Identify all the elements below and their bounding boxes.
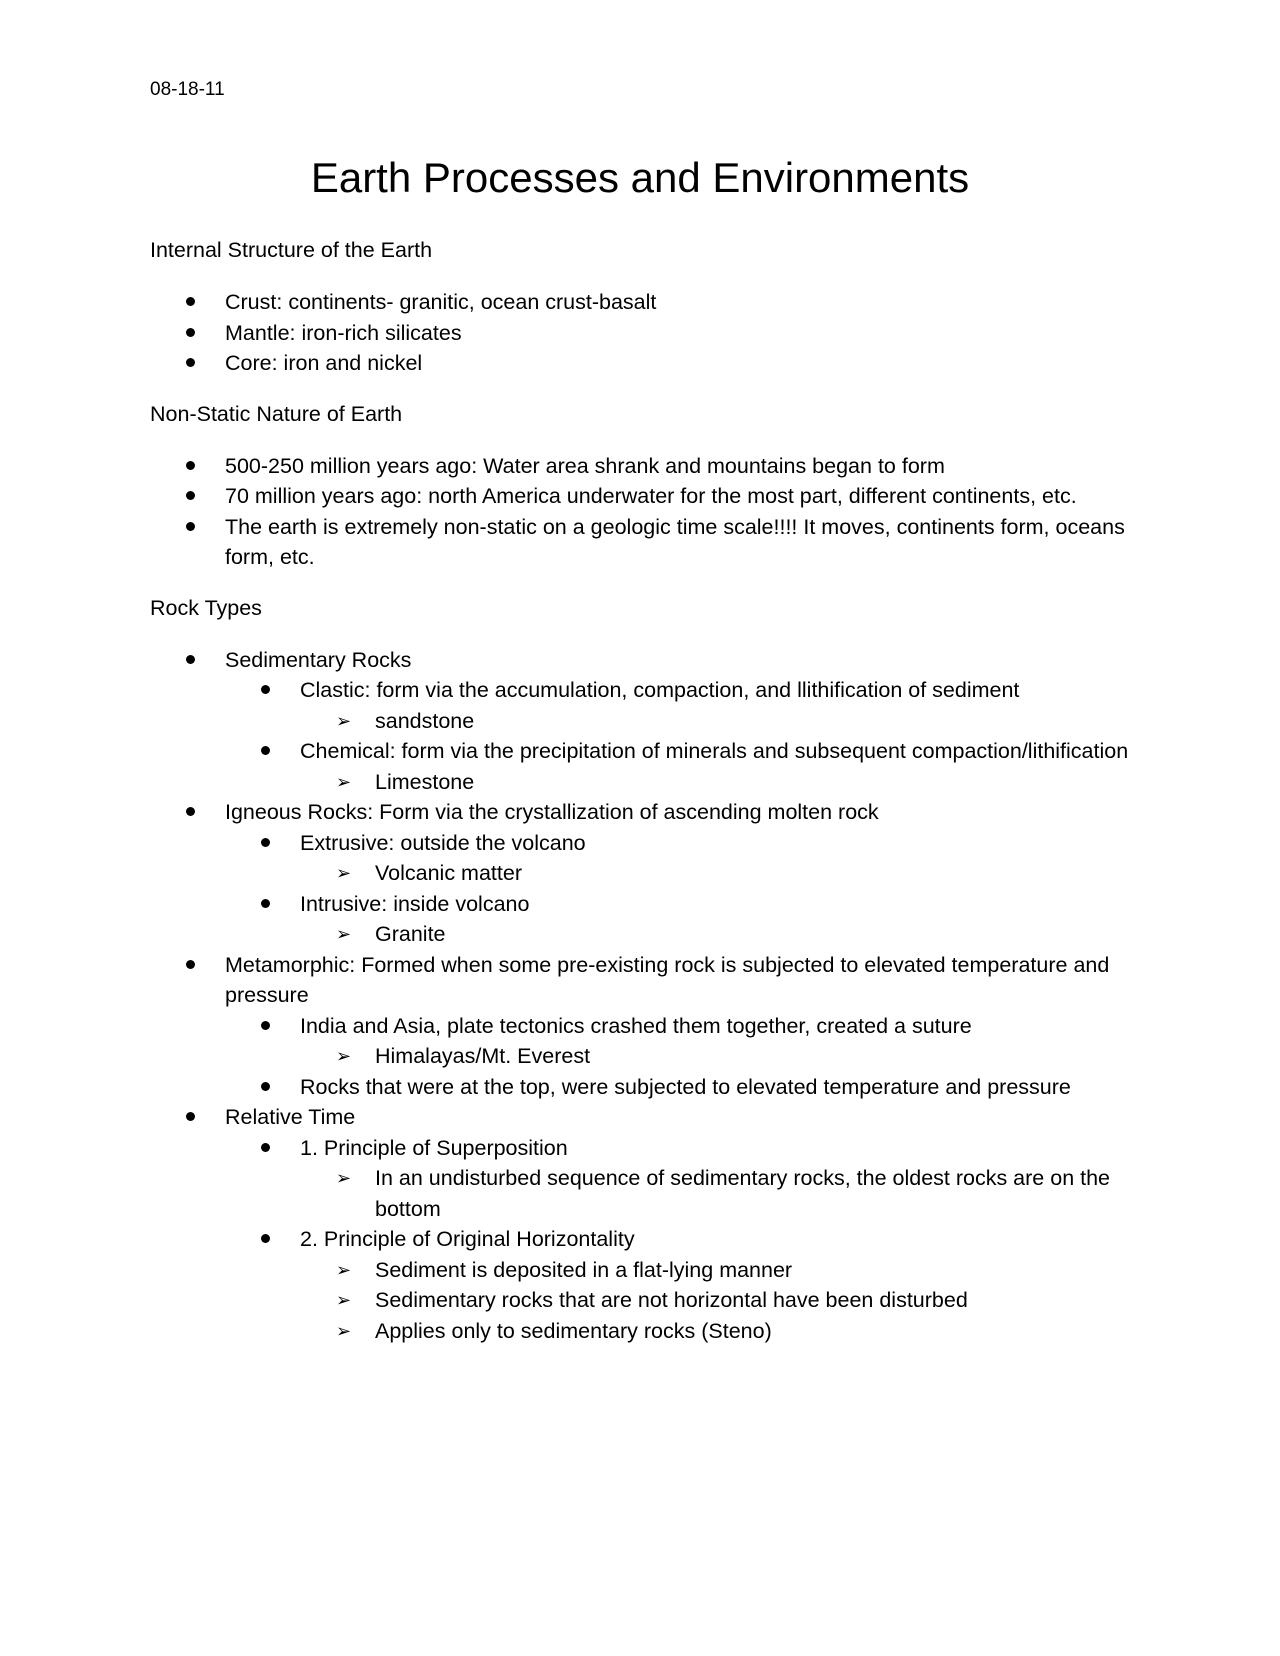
arrow-bullet-icon: ➢ <box>336 1320 352 1341</box>
list-item <box>300 858 1130 889</box>
bullet-icon <box>261 1021 270 1030</box>
list-item <box>150 512 1130 573</box>
bullet-icon <box>186 328 195 337</box>
document-body <box>150 235 1130 1366</box>
list-item-text: Chemical: form via the precipitation of minerals and subsequent compaction/lithification <box>300 739 1129 763</box>
list-item <box>150 287 1130 318</box>
document-title: Earth Processes and Environments <box>310 154 970 201</box>
list-item <box>225 889 1130 950</box>
arrow-bullet-icon: ➢ <box>336 771 352 792</box>
list-item <box>300 767 1130 798</box>
list-item <box>225 1133 1130 1225</box>
list-item <box>300 1285 1130 1316</box>
section-heading-rock-types: Rock Types <box>150 595 262 620</box>
list-item-text: sandstone <box>375 708 475 733</box>
list-item-text: India and Asia, plate tectonics crashed them together, created a suture <box>300 1013 972 1038</box>
list-item <box>225 736 1130 797</box>
bullet-icon <box>186 491 195 500</box>
list-item <box>150 348 1130 379</box>
list-item-text: Extrusive: outside the volcano <box>300 830 586 855</box>
list-item-text: In an undisturbed sequence of sedimentary rocks, the oldest rocks are on the bottom <box>375 1166 1111 1221</box>
chemical-sublist <box>300 767 1130 798</box>
list-item-metamorphic <box>150 950 1130 1103</box>
section-heading-non-static: Non-Static Nature of Earth <box>150 401 403 426</box>
list-item-sedimentary <box>150 645 1130 798</box>
list-item-text: Crust: continents- granitic, ocean crust-basalt <box>225 290 657 314</box>
igneous-sublist <box>225 828 1130 950</box>
list-item <box>150 318 1130 349</box>
list-item-text: 2. Principle of Original Horizontality <box>300 1227 635 1251</box>
bullet-icon <box>186 522 195 531</box>
list-item-text: Rocks that were at the top, were subjected to elevated temperature and pressure <box>300 1074 1071 1099</box>
list-item-text: 70 million years ago: north America underwater for the most part, different continents, etc. <box>225 484 1077 508</box>
bullet-icon <box>186 297 195 306</box>
list-item-text: Volcanic matter <box>375 861 522 885</box>
list-item <box>225 1011 1130 1072</box>
list-item <box>300 919 1130 950</box>
horizontality-sublist <box>300 1255 1130 1347</box>
india-sublist <box>300 1041 1130 1072</box>
arrow-bullet-icon: ➢ <box>336 1168 352 1188</box>
list-item-text: Sediment is deposited in a flat-lying manner <box>375 1257 793 1282</box>
list-item <box>300 1255 1130 1286</box>
bullet-icon <box>186 461 195 470</box>
sedimentary-sublist <box>225 675 1130 797</box>
bullet-icon <box>261 1143 270 1152</box>
list-item-text: Metamorphic: Formed when some pre-existing rock is subjected to elevated temperature and pressure <box>225 952 1110 1007</box>
arrow-bullet-icon: ➢ <box>336 1259 352 1280</box>
bullet-icon <box>261 685 270 694</box>
list-item-text: Sedimentary rocks that are not horizontal have been disturbed <box>375 1288 968 1312</box>
list-item-text: Core: iron and nickel <box>225 351 423 375</box>
clastic-sublist <box>300 706 1130 737</box>
list-item-text: Mantle: iron-rich silicates <box>225 320 462 345</box>
list-item <box>150 481 1130 512</box>
list-item-text: 1. Principle of Superposition <box>300 1135 568 1160</box>
list-item <box>150 451 1130 482</box>
list-item <box>300 1041 1130 1072</box>
document-date: 08-18-11 <box>150 79 225 100</box>
bullet-icon <box>261 899 270 908</box>
list-item <box>300 706 1130 737</box>
metamorphic-sublist <box>225 1011 1130 1103</box>
bullet-icon <box>186 1112 195 1121</box>
list-item-text: Clastic: form via the accumulation, compaction, and llithification of sediment <box>300 678 1020 702</box>
bullet-icon <box>261 1234 270 1243</box>
section-heading-internal-structure: Internal Structure of the Earth <box>150 238 433 262</box>
list-item <box>225 1224 1130 1346</box>
bullet-icon <box>261 1082 270 1091</box>
relative-time-sublist <box>225 1133 1130 1347</box>
non-static-list <box>150 451 1130 573</box>
intrusive-sublist <box>300 919 1130 950</box>
superposition-sublist <box>300 1163 1130 1224</box>
list-item-text: Igneous Rocks: Form via the crystallization of ascending molten rock <box>225 800 879 824</box>
list-item-text: Sedimentary Rocks <box>225 647 412 672</box>
arrow-bullet-icon: ➢ <box>336 1290 352 1310</box>
arrow-bullet-icon: ➢ <box>336 863 352 883</box>
list-item <box>300 1316 1130 1347</box>
rock-types-list <box>150 645 1130 1347</box>
bullet-icon <box>186 655 195 664</box>
list-item-text: Applies only to sedimentary rocks (Steno) <box>375 1318 772 1343</box>
bullet-icon <box>261 746 270 755</box>
arrow-bullet-icon: ➢ <box>336 924 352 944</box>
list-item-text: Relative Time <box>225 1105 356 1129</box>
list-item <box>225 1072 1130 1103</box>
bullet-icon <box>186 807 195 816</box>
list-item-text: Intrusive: inside volcano <box>300 891 530 916</box>
arrow-bullet-icon: ➢ <box>336 710 352 731</box>
list-item-text: 500-250 million years ago: Water area shrank and mountains began to form <box>225 453 945 478</box>
bullet-icon <box>186 960 195 969</box>
list-item <box>300 1163 1130 1224</box>
list-item-relative-time <box>150 1102 1130 1346</box>
list-item-text: The earth is extremely non-static on a geologic time scale!!!! It moves, continents form, oceans form, etc. <box>225 514 1125 569</box>
extrusive-sublist <box>300 858 1130 889</box>
list-item <box>225 675 1130 736</box>
arrow-bullet-icon: ➢ <box>336 1046 352 1066</box>
bullet-icon <box>261 838 270 847</box>
list-item-igneous <box>150 797 1130 950</box>
internal-structure-list <box>150 287 1130 379</box>
bullet-icon <box>186 358 195 367</box>
list-item-text: Granite <box>375 922 446 946</box>
list-item-text: Himalayas/Mt. Everest <box>375 1044 591 1068</box>
list-item <box>225 828 1130 889</box>
list-item-text: Limestone <box>375 769 475 794</box>
